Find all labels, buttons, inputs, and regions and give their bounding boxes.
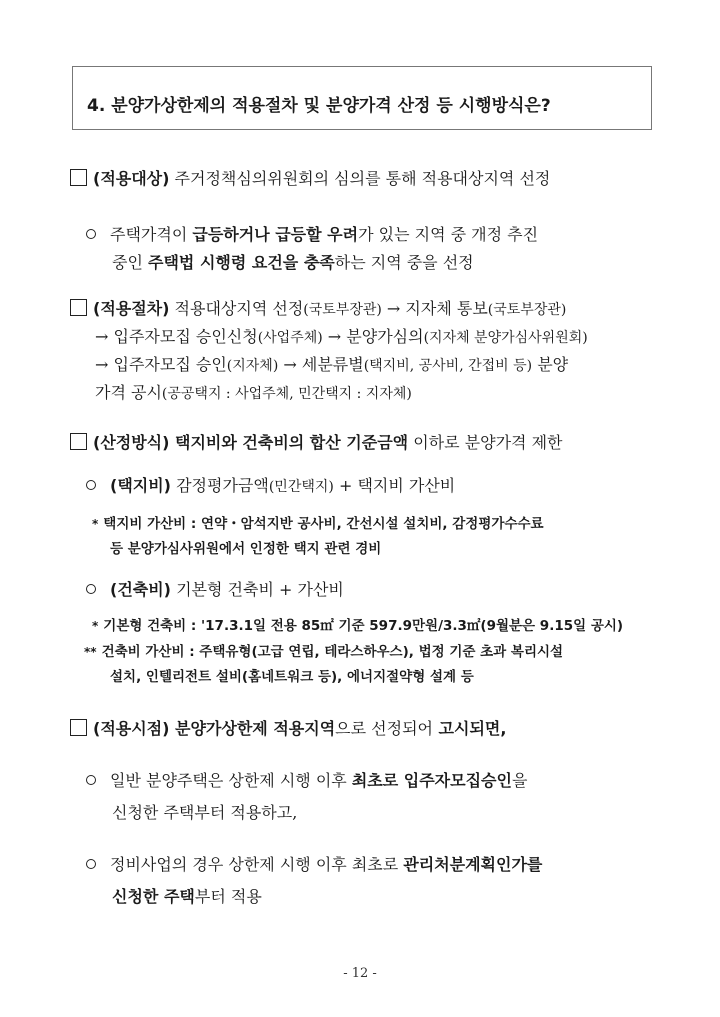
section-title-box — [72, 66, 652, 130]
item-land-cost: (택지비) 감정평가금액(민간택지) + 택지비 가산비 — [86, 473, 455, 496]
item-procedure-3: → 입주자모집 승인(지자체) → 세분류별(택지비, 공사비, 간접비 등) 분양 — [95, 355, 569, 374]
note-build-cost-1: * 기본형 건축비 : '17.3.1일 전용 85㎡ 기준 597.9만원/3.3㎡(9월분은 9.15일 공시) — [92, 618, 624, 634]
square-bullet-icon — [70, 169, 87, 186]
item-timing: (적용시점) 분양가상한제 적용지역으로 선정되어 고시되면, — [70, 716, 506, 739]
circle-bullet-icon — [86, 229, 96, 239]
circle-bullet-icon — [86, 859, 96, 869]
square-bullet-icon — [70, 299, 87, 316]
item-target: (적용대상) 주거정책심의위원회의 심의를 통해 적용대상지역 선정 — [70, 166, 550, 189]
note-build-cost-2: ** 건축비 가산비 : 주택유형(고급 연립, 테라스하우스), 법정 기준 초과 복리시설 — [84, 644, 564, 660]
circle-bullet-icon — [86, 480, 96, 490]
item-timing-redev-2: 신청한 주택부터 적용 — [112, 887, 262, 906]
item-target-detail-2: 중인 주택법 시행령 요건을 충족하는 지역 중을 선정 — [112, 253, 474, 272]
square-bullet-icon — [70, 719, 87, 736]
item-timing-general-1: 일반 분양주택은 상한제 시행 이후 최초로 입주자모집승인을 — [86, 768, 527, 791]
item-build-cost: (건축비) 기본형 건축비 + 가산비 — [86, 577, 344, 600]
item-timing-general-2: 신청한 주택부터 적용하고, — [112, 803, 298, 822]
item-timing-redev-1: 정비사업의 경우 상한제 시행 이후 최초로 관리처분계획인가를 — [86, 852, 542, 875]
note-land-cost-2: 등 분양가심사위원에서 인정한 택지 관련 경비 — [110, 541, 382, 557]
note-build-cost-3: 설치, 인텔리전트 설비(홈네트워크 등), 에너지절약형 설계 등 — [110, 669, 474, 685]
item-procedure-2: → 입주자모집 승인신청(사업주체) → 분양가심의(지자체 분양가심사위원회) — [95, 327, 588, 346]
item-calculation: (산정방식) 택지비와 건축비의 합산 기준금액 이하로 분양가격 제한 — [70, 430, 563, 453]
square-bullet-icon — [70, 433, 87, 450]
circle-bullet-icon — [86, 584, 96, 594]
note-land-cost-1: * 택지비 가산비 : 연약・암석지반 공사비, 간선시설 설치비, 감정평가수수료 — [92, 516, 544, 532]
page-number: - 12 - — [343, 966, 377, 981]
item-target-detail-1: 주택가격이 급등하거나 급등할 우려가 있는 지역 중 개정 추진 — [86, 222, 538, 245]
circle-bullet-icon — [86, 775, 96, 785]
section-title: 4. 분양가상한제의 적용절차 및 분양가격 산정 등 시행방식은? — [87, 96, 551, 116]
item-procedure-4: 가격 공시(공공택지 : 사업주체, 민간택지 : 지자체) — [95, 383, 412, 402]
item-procedure-1: (적용절차) 적용대상지역 선정(국토부장관) → 지자체 통보(국토부장관) — [70, 296, 566, 319]
